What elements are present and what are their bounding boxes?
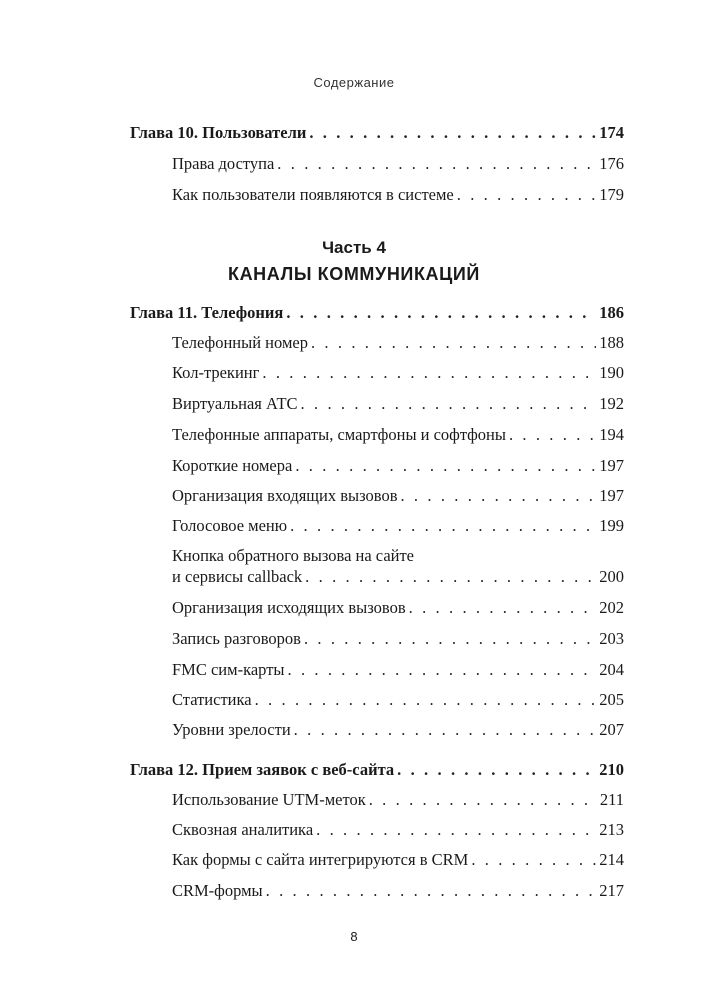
toc-section[interactable] — [172, 629, 624, 649]
leader-dots — [409, 598, 597, 618]
chapter-title: Глава 11. Телефония — [130, 303, 284, 322]
toc-section[interactable] — [172, 690, 624, 710]
page-ref: 194 — [599, 425, 624, 444]
toc-section[interactable] — [172, 425, 624, 445]
toc-chapter-12[interactable] — [130, 760, 624, 780]
toc-section[interactable] — [172, 567, 624, 587]
page-ref: 174 — [599, 123, 624, 142]
toc-section[interactable] — [172, 820, 624, 840]
leader-dots — [316, 820, 596, 840]
section-title: Телефонный номер — [172, 333, 308, 352]
toc-section[interactable] — [172, 456, 624, 476]
section-title: Голосовое меню — [172, 516, 288, 535]
leader-dots — [304, 629, 596, 649]
leader-dots — [457, 185, 597, 205]
page-ref: 197 — [599, 456, 624, 475]
section-title: Как пользователи появляются в системе — [172, 185, 454, 204]
page-ref: 188 — [599, 333, 624, 352]
leader-dots — [286, 303, 596, 323]
leader-dots — [290, 516, 596, 536]
running-header: Содержание — [313, 75, 395, 90]
leader-dots — [294, 720, 597, 740]
chapter-title: Глава 12. Прием заявок с веб-сайта — [130, 760, 395, 779]
page-ref: 186 — [599, 303, 624, 322]
toc-section[interactable] — [172, 154, 624, 174]
page-ref: 214 — [599, 850, 624, 869]
leader-dots — [277, 154, 596, 174]
toc-chapter-10[interactable] — [130, 123, 624, 143]
toc-section[interactable] — [172, 394, 624, 414]
leader-dots — [295, 456, 596, 476]
section-title: Телефонные аппараты, смартфоны и софтфоны — [172, 425, 506, 444]
section-title: и сервисы callback — [172, 567, 303, 586]
section-title: Виртуальная АТС — [172, 394, 298, 413]
section-title-line1[interactable]: Кнопка обратного вызова на сайте — [172, 546, 415, 565]
part-label: Часть 4 — [322, 238, 386, 257]
toc-section[interactable] — [172, 363, 624, 383]
page-ref: 207 — [599, 720, 624, 739]
section-title: CRM-формы — [172, 881, 263, 900]
section-title: Как формы с сайта интегрируются в CRM — [172, 850, 469, 869]
page-ref: 210 — [599, 760, 624, 779]
leader-dots — [262, 363, 596, 383]
page-ref: 199 — [599, 516, 624, 535]
leader-dots — [309, 123, 596, 143]
page-ref: 203 — [599, 629, 624, 648]
section-title: Кол-трекинг — [172, 363, 260, 382]
page-ref: 179 — [599, 185, 624, 204]
page-ref: 213 — [599, 820, 624, 839]
leader-dots — [397, 760, 596, 780]
page-ref: 200 — [599, 567, 624, 586]
leader-dots — [311, 333, 596, 353]
page-ref: 192 — [599, 394, 624, 413]
toc-section[interactable] — [172, 486, 624, 506]
page-ref: 217 — [599, 881, 624, 900]
leader-dots — [400, 486, 596, 506]
page-ref: 176 — [599, 154, 624, 173]
leader-dots — [369, 790, 597, 810]
toc-section[interactable] — [172, 598, 624, 618]
page-ref: 205 — [599, 690, 624, 709]
section-title: Запись разговоров — [172, 629, 301, 648]
page-ref: 197 — [599, 486, 624, 505]
section-title: Уровни зрелости — [172, 720, 291, 739]
page-ref: 202 — [599, 598, 624, 617]
toc-section[interactable] — [172, 516, 624, 536]
toc-section[interactable] — [172, 660, 624, 680]
leader-dots — [305, 567, 596, 587]
toc-section[interactable] — [172, 185, 624, 205]
leader-dots — [266, 881, 597, 901]
page-ref: 204 — [599, 660, 624, 679]
toc-chapter-11[interactable] — [130, 303, 624, 323]
toc-section[interactable] — [172, 720, 624, 740]
part-title: КАНАЛЫ КОММУНИКАЦИЙ — [228, 264, 480, 284]
toc-section[interactable] — [172, 790, 624, 810]
leader-dots — [288, 660, 597, 680]
page-ref: 190 — [599, 363, 624, 382]
chapter-title: Глава 10. Пользователи — [130, 123, 307, 142]
section-title: Организация исходящих вызовов — [172, 598, 406, 617]
section-title: Статистика — [172, 690, 252, 709]
section-title: Права доступа — [172, 154, 275, 173]
toc-section[interactable] — [172, 881, 624, 901]
page-ref: 211 — [599, 790, 624, 809]
leader-dots — [509, 425, 596, 445]
leader-dots — [301, 394, 597, 414]
toc-section[interactable] — [172, 333, 624, 353]
leader-dots — [471, 850, 596, 870]
section-title: Сквозная аналитика — [172, 820, 314, 839]
toc-section[interactable] — [172, 850, 624, 870]
section-title: Организация входящих вызовов — [172, 486, 398, 505]
section-title: FMC сим-карты — [172, 660, 285, 679]
leader-dots — [255, 690, 597, 710]
section-title: Использование UTM-меток — [172, 790, 366, 809]
section-title: Короткие номера — [172, 456, 293, 475]
page-number: 8 — [350, 929, 358, 944]
